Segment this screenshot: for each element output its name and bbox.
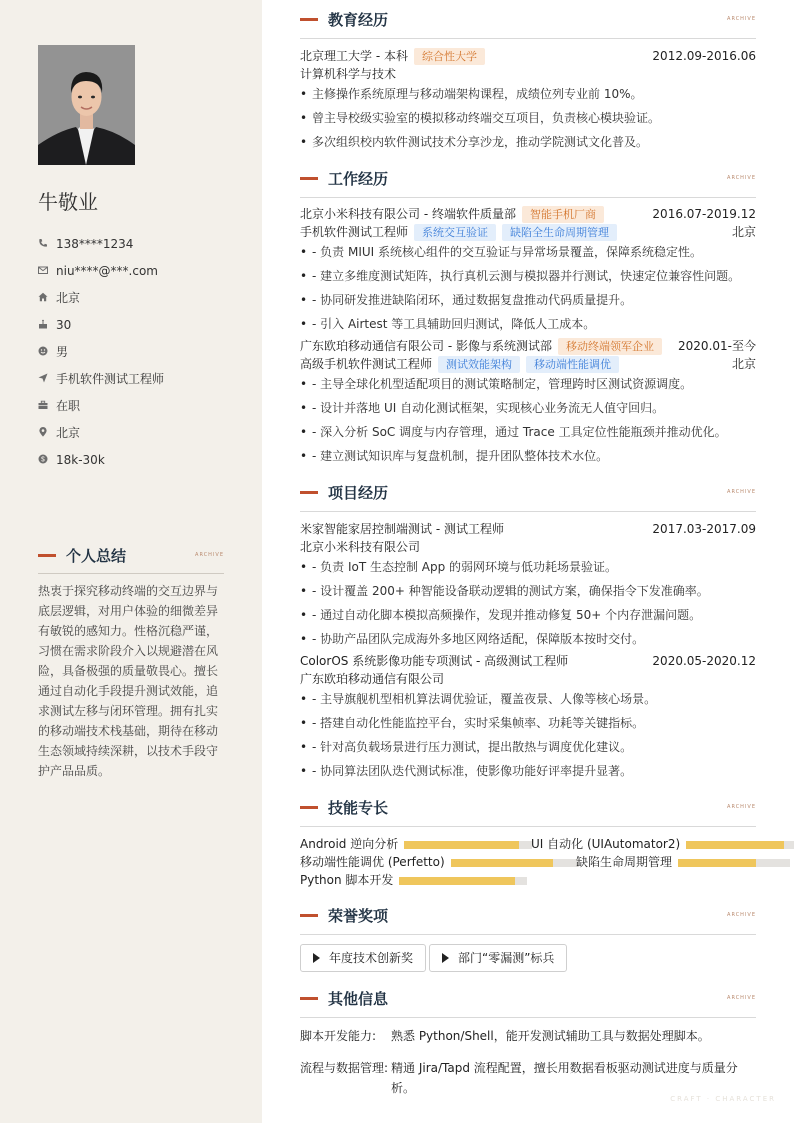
- other-section-header: [300, 988, 756, 1018]
- contact-home-city: [38, 284, 164, 311]
- avatar-photo: [38, 45, 135, 165]
- skills-section-header: [300, 797, 756, 827]
- job-company-row: [300, 337, 756, 355]
- project-name: 米家智能家居控制端测试 - 测试工程师: [300, 522, 504, 536]
- list-item: • - 设计覆盖 200+ 种智能设备联动逻辑的测试方案，确保指令下发准确率。: [300, 582, 760, 606]
- award-label: 部门“零漏测”标兵: [458, 951, 555, 965]
- skill-item: [300, 853, 579, 871]
- job-bullet-list: [300, 243, 760, 339]
- list-item: • - 引入 Airtest 等工具辅助回归测试，降低人工成本。: [300, 315, 760, 339]
- job-company-row: [300, 205, 756, 223]
- education-archive-label: ARCHIVE: [727, 16, 756, 22]
- project-bullet-list: [300, 558, 760, 654]
- contact-job-target-text: 手机软件测试工程师: [56, 372, 165, 386]
- job-city: 北京: [731, 225, 756, 239]
- job-bullet-list: [300, 375, 760, 471]
- section-accent-bar: [300, 914, 318, 917]
- list-item: • - 主导旗舰机型相机算法调优验证，覆盖夜景、人像等核心场景。: [300, 690, 760, 714]
- job-company: 北京小米科技有限公司 - 终端软件质量部: [300, 207, 516, 221]
- contact-location-text: 北京: [56, 426, 81, 440]
- award-label: 年度技术创新奖: [329, 951, 414, 965]
- skill-item: [576, 853, 790, 871]
- project-date: 2017.03-2017.09: [652, 522, 756, 536]
- skill-name: Python 脚本开发: [300, 873, 394, 887]
- other-info-label: 流程与数据管理:: [300, 1061, 389, 1075]
- section-accent-bar: [300, 177, 318, 180]
- section-accent-bar: [300, 997, 318, 1000]
- skills-archive-label: ARCHIVE: [727, 804, 756, 810]
- skill-level-fill: [686, 841, 784, 849]
- work-archive-label: ARCHIVE: [727, 175, 756, 181]
- cake-icon: [38, 318, 56, 332]
- skill-name: 缺陷生命周期管理: [576, 855, 673, 869]
- skill-level-fill: [451, 859, 553, 867]
- project-company: 北京小米科技有限公司: [300, 540, 421, 554]
- skill-level-bar: [451, 859, 579, 867]
- contact-status-text: 在职: [56, 399, 81, 413]
- work-title: 工作经历: [328, 170, 389, 188]
- job-position: 高级手机软件测试工程师: [300, 357, 433, 371]
- projects-archive-label: ARCHIVE: [727, 489, 756, 495]
- job-date: 2016.07-2019.12: [652, 207, 756, 221]
- skills-title: 技能专长: [328, 799, 389, 817]
- list-item: • - 深入分析 SoC 调度与内存管理，通过 Trace 工具定位性能瓶颈并推动优化。: [300, 423, 760, 447]
- project-bullet-list: [300, 690, 760, 786]
- send-icon: [38, 372, 56, 386]
- summary-text: 热衷于探究移动终端的交互边界与底层逻辑，对用户体验的细微差异有敏锐的感知力。性格沉稳严谨，习惯在需求阶段介入以规避潜在风险，具备极强的质量敬畏心。擅长通过自动化手段提升测试效能，追求测试左移与闭环管理。拥有扎实的移动端技术栈基础，期待在移动生态领域持续深耕，以技术手段守护产品品质。: [38, 584, 219, 778]
- summary-archive-label: ARCHIVE: [195, 552, 224, 558]
- other-info-item: [300, 1026, 740, 1046]
- contact-gender-text: 男: [56, 345, 69, 359]
- skill-level-bar: [678, 859, 790, 867]
- contact-location: [38, 419, 164, 446]
- other-info-value: 熟悉 Python/Shell，能开发测试辅助工具与数据处理脚本。: [391, 1029, 710, 1043]
- salary-icon: [38, 453, 56, 467]
- awards-section-header: [300, 905, 756, 935]
- list-item: • - 协助产品团队完成海外多地区网络适配，保障版本按时交付。: [300, 630, 760, 654]
- skill-level-fill: [404, 841, 519, 849]
- list-item: • - 协同算法团队迭代测试标准，使影像功能好评率提升显著。: [300, 762, 760, 786]
- summary-title: 个人总结: [66, 547, 127, 565]
- contact-list: [38, 230, 164, 473]
- list-item: • 多次组织校内软件测试技术分享沙龙，推动学院测试文化普及。: [300, 133, 760, 157]
- phone-icon: [38, 237, 56, 251]
- other-info-value: 精通 Jira/Tapd 流程配置，擅长用数据看板驱动测试进度与质量分析。: [391, 1061, 738, 1095]
- skill-name: UI 自动化 (UIAutomator2): [531, 837, 681, 851]
- contact-gender: [38, 338, 164, 365]
- education-major: 计算机科学与技术: [300, 67, 397, 81]
- project-date: 2020.05-2020.12: [652, 654, 756, 668]
- education-date: 2012.09-2016.06: [652, 49, 756, 63]
- list-item: • - 建立测试知识库与复盘机制，提升团队整体技术水位。: [300, 447, 760, 471]
- awards-archive-label: ARCHIVE: [727, 912, 756, 918]
- list-item: • - 搭建自动化性能监控平台，实时采集帧率、功耗等关键指标。: [300, 714, 760, 738]
- project-company: 广东欧珀移动通信有限公司: [300, 672, 445, 686]
- job-company-tag: 移动终端领军企业: [558, 338, 662, 355]
- education-school-row: [300, 47, 756, 65]
- projects-section-header: [300, 482, 756, 512]
- project-name: ColorOS 系统影像功能专项测试 - 高级测试工程师: [300, 654, 569, 668]
- home-icon: [38, 291, 56, 305]
- projects-title: 项目经历: [328, 484, 389, 502]
- job-city: 北京: [731, 357, 756, 371]
- list-item: • - 通过自动化脚本模拟高频操作，发现并推动修复 50+ 个内存泄漏问题。: [300, 606, 760, 630]
- awards-title: 荣誉奖项: [328, 907, 389, 925]
- education-title: 教育经历: [328, 11, 389, 29]
- list-item: • - 协同研发推进缺陷闭环，通过数据复盘推动代码质量提升。: [300, 291, 760, 315]
- face-icon: [38, 345, 56, 359]
- other-info-item: [300, 1058, 740, 1098]
- mail-icon: [38, 264, 56, 278]
- list-item: • - 建立多维度测试矩阵，执行真机云测与模拟器并行测试，快速定位兼容性问题。: [300, 267, 760, 291]
- contact-age: [38, 311, 164, 338]
- list-item: • 曾主导校级实验室的模拟移动终端交互项目，负责核心模块验证。: [300, 109, 760, 133]
- sidebar: [0, 0, 262, 1123]
- contact-age-text: 30: [56, 317, 72, 332]
- other-title: 其他信息: [328, 990, 389, 1008]
- list-item: • - 主导全球化机型适配项目的测试策略制定，管理跨时区测试资源调度。: [300, 375, 760, 399]
- skill-level-bar: [399, 877, 527, 885]
- section-accent-bar: [300, 18, 318, 21]
- skill-item: [300, 871, 527, 889]
- list-item: • - 针对高负载场景进行压力测试，提出散热与调度优化建议。: [300, 738, 760, 762]
- other-archive-label: ARCHIVE: [727, 995, 756, 1001]
- job-position: 手机软件测试工程师: [300, 225, 409, 239]
- list-item: • - 设计并落地 UI 自动化测试框架，实现核心业务流无人值守回归。: [300, 399, 760, 423]
- award-chip: [429, 944, 567, 972]
- play-triangle-icon: [313, 953, 320, 963]
- skill-level-bar: [404, 841, 532, 849]
- job-company-tag: 智能手机厂商: [522, 206, 604, 223]
- summary-section-header: [38, 545, 224, 574]
- skill-name: 移动端性能调优 (Perfetto): [300, 855, 445, 869]
- section-accent-bar: [38, 554, 56, 557]
- project-name-row: [300, 520, 756, 538]
- location-pin-icon: [38, 426, 56, 440]
- contact-status: [38, 392, 164, 419]
- contact-phone-text: 138****1234: [56, 236, 134, 251]
- skill-level-fill: [678, 859, 756, 867]
- candidate-name: 牛敬业: [38, 190, 98, 214]
- section-accent-bar: [300, 491, 318, 494]
- contact-salary: [38, 446, 164, 473]
- section-accent-bar: [300, 806, 318, 809]
- job-skill-tag: 系统交互验证: [414, 224, 496, 241]
- skill-name: Android 逆向分析: [300, 837, 399, 851]
- job-skill-tag: 移动端性能调优: [526, 356, 619, 373]
- contact-email: [38, 257, 164, 284]
- skill-item: [300, 835, 532, 853]
- list-item: • 主修操作系统原理与移动端架构课程，成绩位列专业前 10%。: [300, 85, 760, 109]
- contact-email-text: niu****@***.com: [56, 263, 158, 278]
- list-item: • - 负责 MIUI 系统核心组件的交互验证与异常场景覆盖，保障系统稳定性。: [300, 243, 760, 267]
- briefcase-icon: [38, 399, 56, 413]
- skill-level-fill: [399, 877, 514, 885]
- education-bullet-list: [300, 85, 760, 157]
- job-company: 广东欧珀移动通信有限公司 - 影像与系统测试部: [300, 339, 552, 353]
- contact-job-target: [38, 365, 164, 392]
- job-date: 2020.01-至今: [678, 339, 756, 353]
- list-item: • - 负责 IoT 生态控制 App 的弱网环境与低功耗场景验证。: [300, 558, 760, 582]
- education-school-tag: 综合性大学: [414, 48, 485, 65]
- skill-item: [531, 835, 794, 853]
- work-section-header: [300, 168, 756, 198]
- watermark: CRAFT · CHARACTER: [670, 1095, 776, 1103]
- education-section-header: [300, 9, 756, 39]
- job-position-row: [300, 355, 756, 373]
- skill-level-bar: [686, 841, 794, 849]
- contact-home-city-text: 北京: [56, 291, 81, 305]
- job-skill-tag: 测试效能架构: [438, 356, 520, 373]
- play-triangle-icon: [442, 953, 449, 963]
- contact-salary-text: 18k-30k: [56, 452, 105, 467]
- job-position-row: [300, 223, 756, 241]
- contact-phone: [38, 230, 164, 257]
- other-info-label: 脚本开发能力:: [300, 1029, 377, 1043]
- job-skill-tag: 缺陷全生命周期管理: [502, 224, 617, 241]
- project-name-row: [300, 652, 756, 670]
- education-school: 北京理工大学 - 本科: [300, 49, 408, 63]
- award-chip: [300, 944, 426, 972]
